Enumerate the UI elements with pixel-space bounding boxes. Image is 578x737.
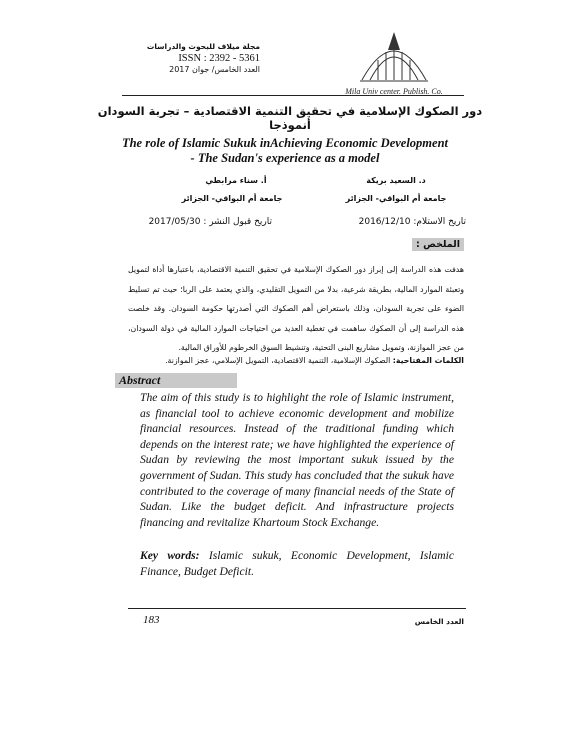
title-english-line2: - The Sudan's experience as a model [190, 151, 380, 165]
journal-issn: ISSN : 2392 - 5361 [178, 53, 260, 64]
abstract-arabic-heading: الملخص : [412, 238, 464, 251]
header-divider [122, 95, 464, 96]
footer-issue: العدد الخامس [414, 617, 464, 626]
title-arabic: دور الصكوك الإسلامية في تحقيق التنمية الاقتصادية – تجربة السودان أنموذجا [97, 104, 483, 132]
abstract-english-body: The aim of this study is to highlight the role of Islamic instrument, as financial tool to achieve economic development and mobilize financial resources. Instead of the traditional funding which depends on the interest rate; we have highlighted the experience of Sudan by reviewing the most important sukuk issued by the government of Sudan. This study has concluded that the sukuk have contributed to the coverage of many financial needs of the State of Sudan. Like the budget deficit. And infrastructure projects financing and revitalize Khartoum Stock Exchange. [140, 391, 454, 529]
title-english [110, 136, 460, 166]
keywords-english [140, 548, 454, 579]
keywords-english-list: Islamic sukuk, Economic Development, Islamic Finance, Budget Deficit. [140, 549, 455, 578]
building-logo-icon [354, 28, 434, 86]
keywords-english-label: Key words: [140, 549, 200, 562]
journal-name: مجلة ميلاف للبحوث والدراسات [146, 42, 260, 51]
journal-issue: العدد الخامس/ جوان 2017 [169, 65, 260, 74]
journal-info [120, 42, 260, 74]
author-1-affiliation: جامعة أم البواقي- الجزائر [345, 194, 447, 203]
footer-divider [128, 608, 466, 609]
author-2-affiliation: جامعة أم البواقي- الجزائر [181, 194, 283, 203]
page-number: 183 [143, 614, 160, 626]
publisher-logo [330, 28, 458, 100]
date-received: تاريخ الاستلام: 2016/12/10 [358, 217, 466, 227]
keywords-arabic-label: الكلمات المفتاحية: [392, 356, 464, 365]
title-english-line1: The role of Islamic Sukuk inAchieving Economic Development [121, 136, 449, 150]
keywords-arabic [122, 356, 464, 365]
keywords-arabic-list: الصكوك الإسلامية، التنمية الاقتصادية، التمويل الإسلامي، عجز الموازنة. [165, 356, 393, 365]
abstract-english-heading: Abstract [115, 373, 237, 388]
author-2-name: أ. سناء مرابطي [205, 176, 267, 185]
logo-caption: Mila Univ center. Publish. Co. [345, 87, 443, 96]
abstract-arabic-body: هدفت هذه الدراسة إلى إبراز دور الصكوك الإسلامية في تحقيق التنمية الاقتصادية، باعتبارها أداة لتمويل وتعبئة الموارد المالية، بطريقة شرعية، بدلا من التمويل التقليدي، والذي يعتمد على الربا؛ حيث تم تسليط الضوء على تجربة السودان، وذلك باستعراض أهم الصكوك التي أصدرتها حكومة السودان. وقد خلصت هذه الدراسة إلى أن الصكوك ساهمت في تغطية العديد من احتياجات الموارد المالية في دولة السودان، من عجز الموازنة، وتمويل مشاريع البنى التحتية، وتنشيط السوق الخرطوم للأوراق المالية. [128, 265, 464, 352]
date-accepted: تاريخ قبول النشر : 2017/05/30 [148, 217, 272, 227]
author-1-name: د. السعيد بريكة [366, 176, 426, 185]
